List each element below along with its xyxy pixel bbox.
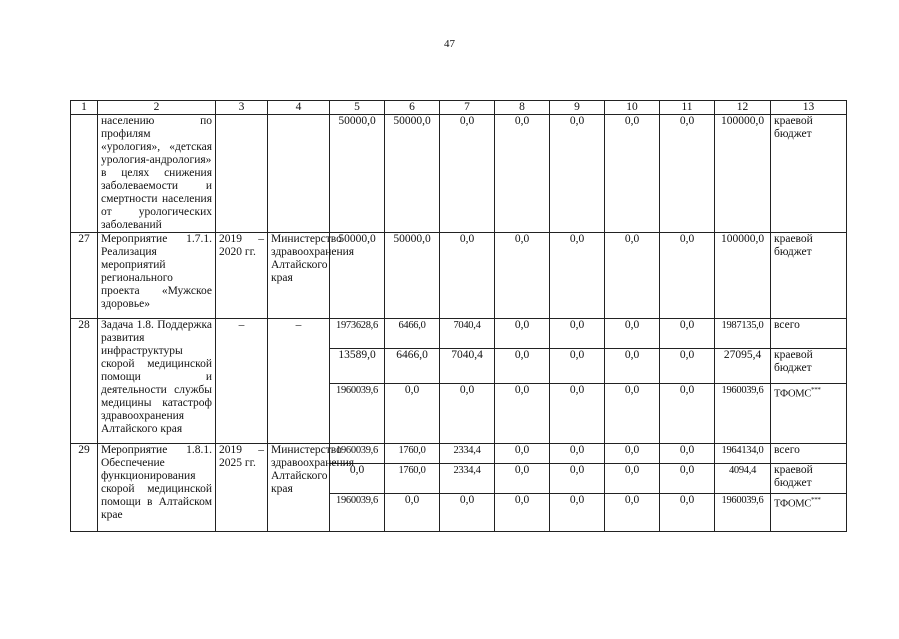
value-cell: 0,0 [385,494,440,532]
value-cell: 0,0 [495,233,550,319]
col-header: 9 [550,101,605,115]
col-header: 4 [268,101,330,115]
value-cell: 0,0 [495,115,550,233]
value-cell: 50000,0 [385,233,440,319]
footnote-mark: *** [811,386,821,394]
value-cell: 0,0 [495,464,550,494]
value-cell: 0,0 [660,384,715,444]
value-cell: 0,0 [440,115,495,233]
value-cell: 0,0 [660,444,715,464]
value-cell: 0,0 [605,349,660,384]
funding-source-label: ТФОМС [774,388,812,400]
value-cell: 1960039,6 [330,384,385,444]
value-cell: 0,0 [605,494,660,532]
value-cell: 0,0 [660,494,715,532]
value-cell: 50000,0 [385,115,440,233]
total-cell: 100000,0 [715,233,771,319]
value-cell: 1760,0 [385,464,440,494]
col-header: 7 [440,101,495,115]
value-cell: 0,0 [550,464,605,494]
col-header: 6 [385,101,440,115]
value-cell: 0,0 [550,115,605,233]
value-cell: 0,0 [550,384,605,444]
value-cell: 50000,0 [330,115,385,233]
measure-description: населению по профилям «урология», «детская урология-андрология» в целях снижения заболеваемости и смертности населения от урологических заболеваний [98,115,216,233]
funding-source: краевой бюджет [771,233,847,319]
table-row [71,319,847,349]
col-header: 1 [71,101,98,115]
col-header: 12 [715,101,771,115]
value-cell: 0,0 [550,233,605,319]
total-cell: 1964134,0 [715,444,771,464]
value-cell: 0,0 [605,319,660,349]
total-cell: 4094,4 [715,464,771,494]
value-cell: 0,0 [660,115,715,233]
funding-source [771,494,847,532]
value-cell: 1960039,6 [330,444,385,464]
row-number: 28 [71,319,98,444]
value-cell: 13589,0 [330,349,385,384]
row-number: 29 [71,444,98,532]
funding-source: всего [771,319,847,349]
measure-description: Задача 1.8. Поддержка развития инфраструктуры скорой медицинской помощи и деятельности службы медицины катастроф здравоохранения Алтайского края [98,319,216,444]
period-cell [216,115,268,233]
value-cell: 0,0 [660,349,715,384]
total-cell: 1960039,6 [715,384,771,444]
value-cell: 0,0 [550,349,605,384]
value-cell: 0,0 [605,464,660,494]
value-cell: 0,0 [330,464,385,494]
row-number: 27 [71,233,98,319]
page-number: 47 [444,38,455,50]
col-header: 2 [98,101,216,115]
col-header: 10 [605,101,660,115]
value-cell: 1760,0 [385,444,440,464]
col-header: 3 [216,101,268,115]
value-cell: 2334,4 [440,444,495,464]
value-cell: 0,0 [440,494,495,532]
total-cell: 100000,0 [715,115,771,233]
value-cell: 0,0 [605,233,660,319]
value-cell: 6466,0 [385,349,440,384]
row-number [71,115,98,233]
value-cell: 7040,4 [440,349,495,384]
value-cell: 0,0 [605,384,660,444]
table-row [71,115,847,233]
value-cell: 0,0 [605,115,660,233]
executor-cell: Министерство здравоохранения Алтайского края [268,233,330,319]
funding-source-label: ТФОМС [774,498,812,510]
funding-source: краевой бюджет [771,349,847,384]
value-cell: 0,0 [495,494,550,532]
period-cell: 2019 – 2020 гг. [216,233,268,319]
value-cell: 0,0 [660,233,715,319]
executor-cell: – [268,319,330,444]
funding-source: краевой бюджет [771,115,847,233]
program-table [70,100,847,532]
funding-source: всего [771,444,847,464]
value-cell: 0,0 [550,444,605,464]
footnote-mark: *** [811,496,821,504]
table-row [71,444,847,464]
value-cell: 0,0 [440,233,495,319]
measure-description: Мероприятие 1.7.1. Реализация мероприятий регионального проекта «Мужское здоровье» [98,233,216,319]
executor-cell: Министерство здравоохранения Алтайского края [268,444,330,532]
value-cell: 0,0 [660,319,715,349]
value-cell: 7040,4 [440,319,495,349]
funding-source: краевой бюджет [771,464,847,494]
period-cell: 2019 – 2025 гг. [216,444,268,532]
value-cell: 0,0 [495,349,550,384]
executor-cell [268,115,330,233]
funding-source [771,384,847,444]
value-cell: 0,0 [495,384,550,444]
value-cell: 2334,4 [440,464,495,494]
value-cell: 0,0 [495,444,550,464]
total-cell: 1987135,0 [715,319,771,349]
value-cell: 0,0 [550,494,605,532]
value-cell: 0,0 [660,464,715,494]
table-row [71,233,847,319]
value-cell: 50000,0 [330,233,385,319]
measure-description: Мероприятие 1.8.1. Обеспечение функционирования скорой медицинской помощи в Алтайском крае [98,444,216,532]
col-header: 5 [330,101,385,115]
header-row [71,101,847,115]
value-cell: 1960039,6 [330,494,385,532]
total-cell: 1960039,6 [715,494,771,532]
value-cell: 0,0 [440,384,495,444]
value-cell: 0,0 [495,319,550,349]
value-cell: 0,0 [550,319,605,349]
value-cell: 1973628,6 [330,319,385,349]
col-header: 8 [495,101,550,115]
value-cell: 6466,0 [385,319,440,349]
value-cell: 0,0 [605,444,660,464]
value-cell: 0,0 [385,384,440,444]
col-header: 11 [660,101,715,115]
total-cell: 27095,4 [715,349,771,384]
period-cell: – [216,319,268,444]
col-header: 13 [771,101,847,115]
